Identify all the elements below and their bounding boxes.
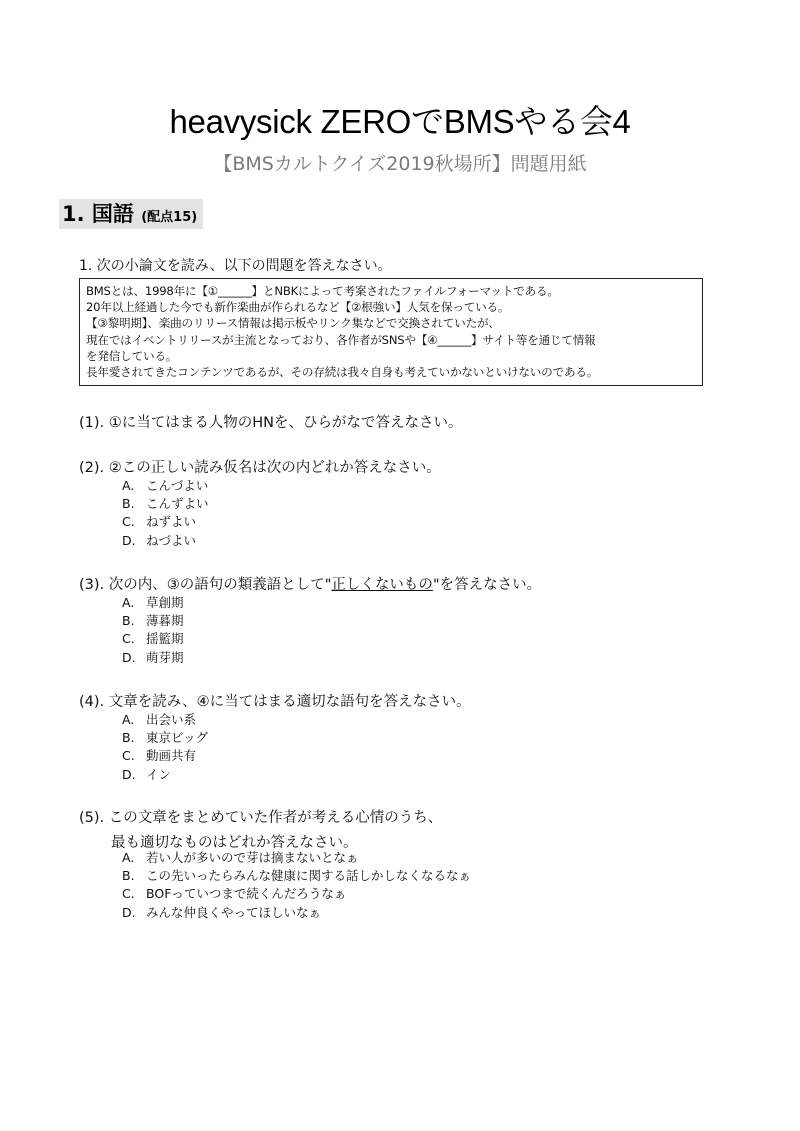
choice-item: B. この先いったらみんな健康に関する話しかしなくなるなぁ [122, 868, 472, 884]
question-5: (5). この文章をまとめていた作者が考える心情のうち、 最も適切なものはどれか答えなさい。 [79, 810, 443, 851]
passage-line: 20年以上経過した今でも新作楽曲が作られるなど【②根強い】人気を保っている。 [86, 300, 510, 315]
choice-item: D. 萌芽期 [122, 649, 184, 665]
choice-item: A. 若い人が多いので芽は摘まないとなぁ [122, 850, 359, 865]
question-2-choices [122, 477, 209, 550]
choice-item: D. ねづよい [122, 532, 197, 548]
choice-item: B. こんずよい [122, 496, 209, 512]
choice-item: C. ねずよい [122, 514, 197, 530]
passage-line: 現在ではイベントリリースが主流となっており、各作者がSNSや【④______】サイト等を通じて情報 [86, 332, 596, 347]
choice-item: A. 草創期 [122, 595, 184, 610]
choice-item: A. こんづよい [122, 478, 209, 493]
question-5-choices [122, 849, 471, 922]
section-heading-label: 1. 国語 [62, 202, 134, 226]
passage-line: 長年愛されてきたコンテンツであるが、その存続は我々自身も考えていかないといけないのである。 [86, 365, 599, 380]
passage-line: を発信している。 [86, 348, 178, 363]
choice-item: A. 出会い系 [122, 712, 197, 727]
question-3-choices [122, 594, 184, 667]
passage-line: BMSとは、1998年に【①______】とNBKによって考案されたファイルフォーマットである。 [86, 284, 559, 298]
choice-item: D. イン [122, 766, 172, 782]
question-1: (1). ①に当てはまる人物のHNを、ひらがなで答えなさい。 [79, 415, 463, 431]
section-heading [59, 199, 203, 229]
instruction-text: 1. 次の小論文を読み、以下の問題を答えなさい。 [79, 258, 392, 274]
question-2: (2). ②この正しい読み仮名は次の内どれか答えなさい。 [79, 460, 441, 476]
question-4: (4). 文章を読み、④に当てはまる適切な語句を答えなさい。 [79, 694, 471, 710]
choice-item: B. 薄暮期 [122, 613, 184, 629]
choice-item: C. 動画共有 [122, 748, 197, 764]
page-title: heavysick ZEROでBMSやる会4 [169, 103, 631, 140]
page-subtitle: 【BMSカルトクイズ2019秋場所】問題用紙 [213, 153, 587, 175]
question-5-line2: 最も適切なものはどれか答えなさい。 [111, 835, 358, 851]
section-points: (配点15) [141, 210, 198, 225]
passage-box [79, 278, 703, 386]
underlined-phrase: 正しくないもの [331, 577, 433, 593]
choice-item: D. みんな仲良くやってほしいなぁ [122, 904, 322, 920]
question-4-choices [122, 711, 208, 784]
choice-item: C. 揺籃期 [122, 631, 184, 647]
choice-item: B. 東京ビッグ [122, 730, 209, 746]
passage-line: 【③黎明期】、楽曲のリリース情報は掲示板やリンク集などで交換されていたが、 [86, 316, 500, 331]
question-3: (3). 次の内、③の語句の類義語として"正しくないもの"を答えなさい。 [79, 577, 542, 593]
choice-item: C. BOFっていつまで続くんだろうなぁ [122, 886, 347, 902]
